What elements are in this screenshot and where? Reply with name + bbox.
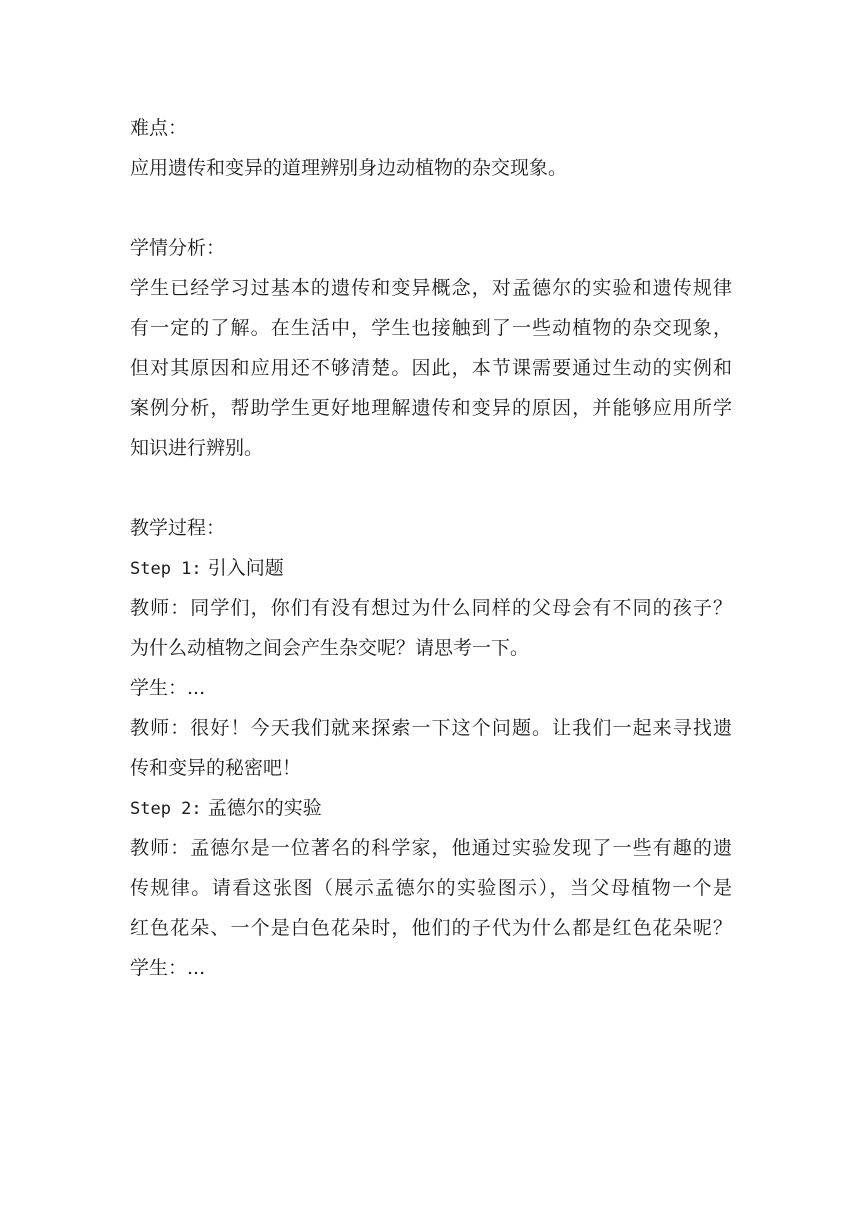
paragraph-gap (130, 188, 732, 228)
analysis-line: 案例分析，帮助学生更好地理解遗传和变异的原因，并能够应用所学 (130, 397, 732, 419)
step2-student-line: 学生：... (130, 957, 206, 979)
difficulty-text: 应用遗传和变异的道理辨别身边动植物的杂交现象。 (130, 157, 568, 179)
step1-teacher-line: 教师：很好！今天我们就来探索一下这个问题。让我们一起来寻找遗 (130, 717, 732, 739)
step1-title-prefix: Step 1: (130, 559, 202, 579)
step2-teacher-line: 教师：孟德尔是一位著名的科学家，他通过实验发现了一些有趣的遗 (130, 837, 732, 859)
document-page (130, 108, 732, 988)
step1-student-line: 学生：... (130, 677, 206, 699)
step2-title-text: 孟德尔的实验 (207, 797, 322, 819)
step2-teacher-line: 红色花朵、一个是白色花朵时，他们的子代为什么都是红色花朵呢？ (130, 917, 732, 939)
difficulty-heading: 难点： (130, 117, 188, 139)
paragraph-gap (130, 468, 732, 508)
process-heading: 教学过程： (130, 517, 226, 539)
analysis-line: 有一定的了解。在生活中，学生也接触到了一些动植物的杂交现象， (130, 317, 732, 339)
analysis-line: 学生已经学习过基本的遗传和变异概念，对孟德尔的实验和遗传规律 (130, 277, 732, 299)
step1-teacher-line: 教师：同学们，你们有没有想过为什么同样的父母会有不同的孩子？ (130, 597, 732, 619)
step1-title-text: 引入问题 (207, 557, 284, 579)
step2-title-prefix: Step 2: (130, 799, 202, 819)
step1-title (130, 548, 732, 588)
step1-teacher-line: 为什么动植物之间会产生杂交呢？请思考一下。 (130, 637, 530, 659)
analysis-line: 知识进行辨别。 (130, 437, 264, 459)
step2-teacher-line: 传规律。请看这张图（展示孟德尔的实验图示），当父母植物一个是 (130, 877, 732, 899)
analysis-line: 但对其原因和应用还不够清楚。因此，本节课需要通过生动的实例和 (130, 357, 732, 379)
analysis-heading: 学情分析： (130, 237, 226, 259)
step2-title (130, 788, 732, 828)
step1-teacher-line: 传和变异的秘密吧！ (130, 757, 302, 779)
